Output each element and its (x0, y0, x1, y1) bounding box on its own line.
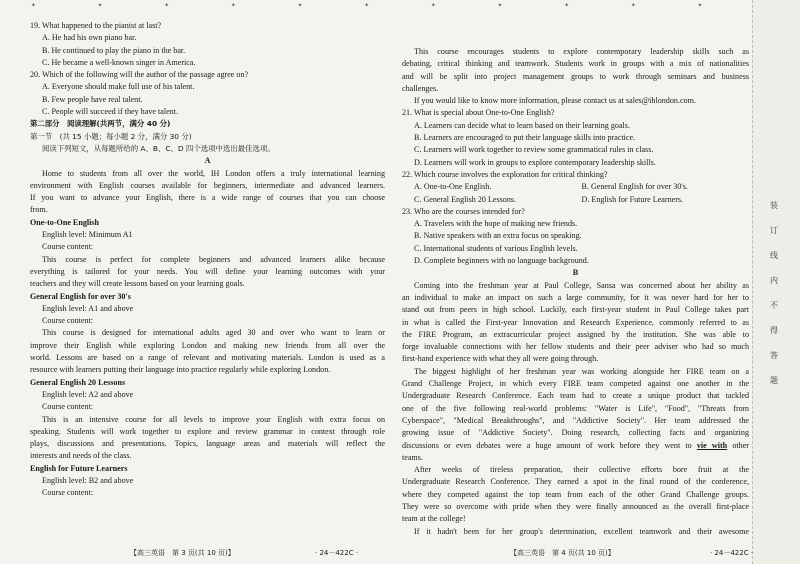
text-segment: other (732, 440, 749, 450)
option-right: D. English for Future Learners. (581, 194, 684, 204)
text-line: in what is called the First-year Innovation and Research Experience, commonly referred to as (402, 317, 749, 327)
text-line: D. Complete beginners with no language background. (414, 256, 589, 266)
text-line: teachers and they will create lessons based on your learning goals. (30, 279, 245, 289)
text-line: This course encourages students to explore contemporary leadership skills such as (414, 47, 749, 56)
text-line: Undergraduate Research Conference. They earned a spot in the final round of the conference, (402, 477, 749, 487)
text-line: and will be split into project management groups to work through seminars and business (402, 71, 749, 81)
text-line: B. Few people have real talent. (42, 94, 143, 104)
binding-char: 不 (770, 301, 778, 310)
text-line: A. He had his own piano bar. (42, 33, 137, 43)
text-line: A (204, 156, 211, 166)
text-line: 阅读下列短文，从每题所给的 A、B、C、D 四个选项中选出最佳选项。 (42, 143, 275, 153)
footer-right-title: 【高三英语 第 4 页(共 10 页)】 (510, 549, 615, 557)
text-line: 第二部分 阅读理解(共两节，满分 40 分) (30, 119, 171, 129)
binding-char: 题 (770, 376, 778, 385)
text-line: Course content: (42, 402, 94, 412)
left-page (30, 20, 385, 564)
text-line: After weeks of tireless preparation, their collective efforts bore fruit at the (414, 465, 749, 475)
text-segment: discussions or even debates were a huge amount of work before they went to (402, 440, 692, 450)
text-line: resource with learners putting their language into practice regularly while exploring London. (30, 365, 331, 375)
text-line: Course content: (42, 488, 94, 498)
binding-mark: ✦ (430, 3, 436, 9)
text-line: B. He continued to play the piano in the bar. (42, 45, 186, 55)
text-line: This course is perfect for complete beginners and advanced learners alike because (42, 254, 385, 264)
text-line: first-hand experience with what they all were going through. (402, 354, 599, 364)
binding-char: 答 (770, 351, 778, 360)
text-line: team at the college! (402, 514, 466, 524)
text-line: Coming into the freshman year at Paul College, Sansa was concerned about her ability as (414, 280, 749, 290)
text-line: A. Learners can decide what to learn based on their learning goals. (414, 120, 630, 130)
text-line (402, 194, 749, 206)
text-line: English level: Minimum A1 (42, 230, 133, 240)
text-line: debating, critical thinking and teamwork. Students work in groups with a mix of nationalities (402, 59, 749, 69)
text-line: English level: A2 and above (42, 389, 134, 399)
binding-text (770, 200, 778, 386)
text-line: 22. Which course involves the exploration for critical thinking? (402, 169, 608, 179)
text-line: improve their English while exploring London and making new friends from all over the (30, 340, 385, 350)
text-line: General English for over 30's (30, 291, 131, 301)
binding-char: 得 (770, 326, 778, 335)
binding-mark: ✦ (164, 3, 170, 9)
text-line: English level: A1 and above (42, 303, 134, 313)
text-line: The biggest highlight of her freshman year was working alongside her FIRE team on a (414, 366, 749, 376)
binding-mark: ✦ (97, 3, 103, 9)
text-line: They were so overcome with pride when they were finally announced as the overall first-place (402, 501, 749, 511)
text-line: 23. Who are the courses intended for? (402, 206, 525, 216)
option-right: B. General English for over 30's. (581, 182, 688, 192)
text-line: If it hadn't been for her group's determination, excellent teamwork and their awesome (414, 526, 749, 536)
binding-char: 订 (770, 226, 778, 235)
footer-left-title: 【高三英语 第 3 页(共 10 页)】 (130, 549, 235, 557)
text-line: 第一节 (共 15 小题；每小题 2 分，满分 30 分) (30, 131, 192, 141)
binding-mark: ✦ (497, 3, 503, 9)
footer-right-code: · 24－422C · (710, 549, 754, 557)
binding-mark: ✦ (30, 3, 36, 9)
text-line: 19. What happened to the pianist at last? (30, 21, 162, 30)
text-line: C. He became a well-known singer in America. (42, 57, 196, 67)
text-line: D. Learners will work in groups to explore contemporary leadership skills. (414, 157, 656, 167)
text-line: If you would like to know more information, please contact us at sales@ihlondon.com. (414, 96, 696, 106)
text-line: B. Native speakers with an extra focus on speaking. (414, 231, 582, 241)
text-line: forge invaluable connections with her fellow students and their peer adviser who had so much (402, 342, 749, 352)
text-line: an individual to make an impact on such a large community, for it was never hard for her to (402, 292, 749, 302)
footer-left-code: · 24－422C · (315, 549, 359, 557)
text-line: environment with English courses available for beginners, intermediate and advanced learners. (30, 180, 385, 190)
text-line (402, 440, 749, 452)
text-line: Grand Challenge Project, in which every FIRE team competed against one another in the (402, 379, 749, 389)
binding-char: 装 (770, 201, 778, 210)
text-line: stand out from peers in high school. Luckily, each first-year student in Paul College takes part (402, 305, 749, 315)
text-line: A. Everyone should make full use of his talent. (42, 82, 195, 92)
text-line: 20. Which of the following will the author of the passage agree on? (30, 70, 249, 80)
binding-mark: ✦ (630, 3, 636, 9)
text-line: where they competed against the top team from each of the other Grand Challenge groups. (402, 489, 749, 499)
text-line: world. Lessons are based on a range of relevant and motivating materials. London is used as a (30, 353, 385, 363)
option-left: C. General English 20 Lessons. (414, 194, 517, 204)
text-line: growing issue of "Addictive Society". Doing research, collecting facts and organizing (402, 428, 749, 438)
option-left: A. One-to-One English. (414, 182, 492, 192)
text-line: B (572, 268, 579, 278)
binding-mark: ✦ (564, 3, 570, 9)
text-line: challenges. (402, 83, 439, 93)
text-line: One-to-One English (30, 217, 100, 227)
text-line: teams. (402, 452, 423, 462)
text-line: English for Future Learners (30, 463, 128, 473)
text-line: If you want to advance your English, there is a wide range of courses that you can choose (30, 193, 385, 203)
top-binding-marks (0, 2, 800, 9)
binding-mark: ✦ (230, 3, 236, 9)
text-line: This is an intensive course for all levels to improve your English with extra focus on (42, 414, 385, 424)
text-line: B. Learners are encouraged to put their language skills into practice. (414, 133, 636, 143)
text-line: Course content: (42, 242, 94, 252)
text-line: Home to students from all over the world, IH London offers a truly international learning (42, 168, 385, 178)
text-line: one of the five following real-world problems: "Water is Life", "Food", "Threats from (402, 403, 749, 413)
binding-char: 线 (770, 251, 778, 260)
text-line: This course is designed for international adults aged 30 and over who want to learn or (42, 328, 385, 338)
binding-char: 内 (770, 276, 778, 285)
text-line: C. People will succeed if they have talent. (42, 107, 178, 117)
text-line: Cyberspace", "Medical Breakthroughs", and "Addictive Society". Her team addressed the (402, 415, 749, 425)
text-line: speaking. Students will work together to explore and review grammar in context through role (30, 426, 385, 436)
text-line: from. (30, 205, 48, 215)
text-line: Course content: (42, 316, 94, 326)
text-line: the FIRE Program, an extracurricular project assigned by the institution. She was able to (402, 329, 749, 339)
text-line: C. Learners will work together to review some grammatical rules in class. (414, 145, 654, 155)
text-line: interests and needs of the class. (30, 451, 132, 461)
text-line: English level: B2 and above (42, 475, 134, 485)
binding-mark: ✦ (297, 3, 303, 9)
text-line: everything is tailored for your needs. You will define your learning outcomes with your (30, 266, 385, 276)
binding-mark: ✦ (697, 3, 703, 9)
text-line: Undergraduate Research Conference. Each team had to create a unique product that tackled (402, 391, 749, 401)
underlined-phrase: vie with (696, 440, 728, 450)
text-line: A. Travelers with the hope of making new friends. (414, 219, 578, 229)
text-line: 21. What is special about One-to-One English? (402, 108, 555, 118)
right-page (402, 46, 749, 564)
text-line: plays, discussions and presentations. Topics, language areas and materials will reflect the (30, 439, 385, 449)
text-line (402, 181, 749, 193)
binding-mark: ✦ (364, 3, 370, 9)
text-line: C. International students of various English levels. (414, 243, 578, 253)
text-line: General English 20 Lessons (30, 377, 126, 387)
